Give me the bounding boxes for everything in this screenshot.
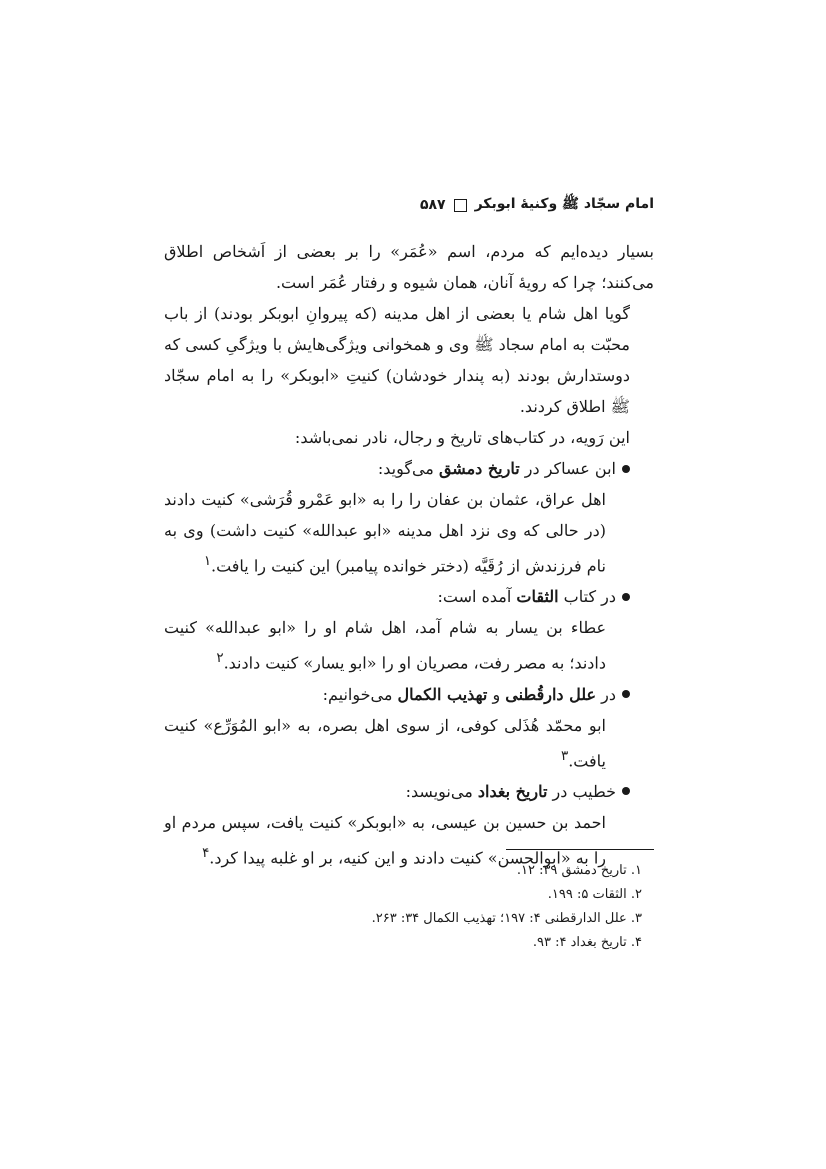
paragraph-1: بسیار دیده‌ایم که مردم، اسم «عُمَر» را بر بعضی از اَشخاص اطلاق می‌کنند؛ چرا که رویهٔ آنان، همان شیوه و رفتار عُمَر است.: [164, 242, 655, 292]
source-title: تهذیب الکمال: [397, 684, 488, 704]
quote-text: عطاء بن یسار به شام آمد، اهل شام او را «ابو عبدالله» کنیت دادند؛ به مصر رفت، مصریان او را «ابو یسار» کنیت دادند.$^۲$: [164, 618, 606, 673]
bullet-icon: [622, 593, 630, 601]
lead-text: ابن عساکر در: [519, 459, 616, 478]
footnote: ۴. تاریخ بغداد ۴: ۹۳.: [532, 935, 642, 950]
running-header: [164, 192, 654, 218]
lead-text: می‌خوانیم:: [322, 684, 398, 704]
lead-text: و: [487, 684, 506, 704]
source-title: الثقات: [516, 587, 559, 607]
footnotes: [164, 859, 654, 955]
bullet-icon: [622, 465, 630, 473]
list-item-lead: [164, 581, 654, 612]
lead-text: می‌گوید:: [377, 459, 439, 478]
paragraph-3: این رَویه، در کتاب‌های تاریخ و رجال، نادر نمی‌باشد:: [294, 428, 630, 447]
bullet-icon: [622, 787, 630, 795]
footnote: ۱. تاریخ دمشق ۳۹: ۱۲.: [516, 863, 642, 878]
square-ornament-icon: [454, 199, 467, 212]
paragraph-2: گویا اهل شام یا بعضی از اهل مدینه (که پیروانِ ابوبکر بودند) از باب محبّت به امام سجاد ﷺ وی و همخوانی ویژگی‌هایش با ویژگیِ کسی که دوستدارش بودند (به پندار خودشان) کنیتِ «ابوبکر» را به امام سجّاد ﷺ اطلاق کردند.: [164, 304, 630, 416]
running-title: امام سجّاد ﷺ وکنیهٔ ابوبکر: [474, 196, 654, 212]
quote-text: احمد بن حسین بن عیسی، به «ابوبکر» کنیت یافت، سپس مردم او را به «ابوالحسن» کنیت دادند و این کنیه، بر او غلبه پیدا کرد.$^۴$: [164, 812, 606, 868]
source-title: علل دارقُطنی: [505, 684, 597, 704]
body-text: [164, 236, 654, 873]
bullet-icon: [622, 690, 630, 698]
quote-text: اهل عراق، عثمان بن عفان را را به «ابو عَمْرو قُرَشی» کنیت دادند (در حالی که وی نزد اهل مدینه «ابو عبدالله» کنیت داشت) وی به نام فرزندش از رُقَیَّه (دختر خوانده پیامبر) این کنیت را یافت.$^۱$: [164, 490, 606, 576]
footnote-ref: ۲: [216, 651, 224, 667]
lead-text: آمده است:: [437, 587, 517, 607]
footnote-ref: ۳: [561, 748, 569, 764]
lead-text: خطیب در: [547, 781, 616, 801]
footnote-divider: [506, 849, 654, 850]
lead-text: در کتاب: [558, 587, 616, 607]
list-item-lead: [164, 453, 654, 484]
footnote: ۳. علل الدارقطنی ۴: ۱۹۷؛ تهذیب الکمال ۳۴: ۲۶۳.: [371, 911, 642, 926]
lead-text: در: [596, 684, 616, 704]
footnote-ref: ۱: [203, 554, 211, 569]
page-number: ۵۸۷: [419, 197, 446, 213]
list-item-lead: [164, 776, 654, 807]
source-title: تاریخ دمشق: [438, 459, 520, 478]
quote-text: ابو محمّد هُذَلی کوفی، از سوی اهل بصره، به «ابو المُوَرِّع» کنیت یافت.$^۳$: [164, 715, 606, 770]
footnote: ۲. الثقات ۵: ۱۹۹.: [547, 887, 642, 902]
list-item-lead: [164, 679, 654, 710]
footnote-ref: ۴: [202, 845, 210, 861]
lead-text: می‌نویسد:: [405, 781, 478, 801]
source-title: تاریخ بغداد: [477, 781, 548, 801]
